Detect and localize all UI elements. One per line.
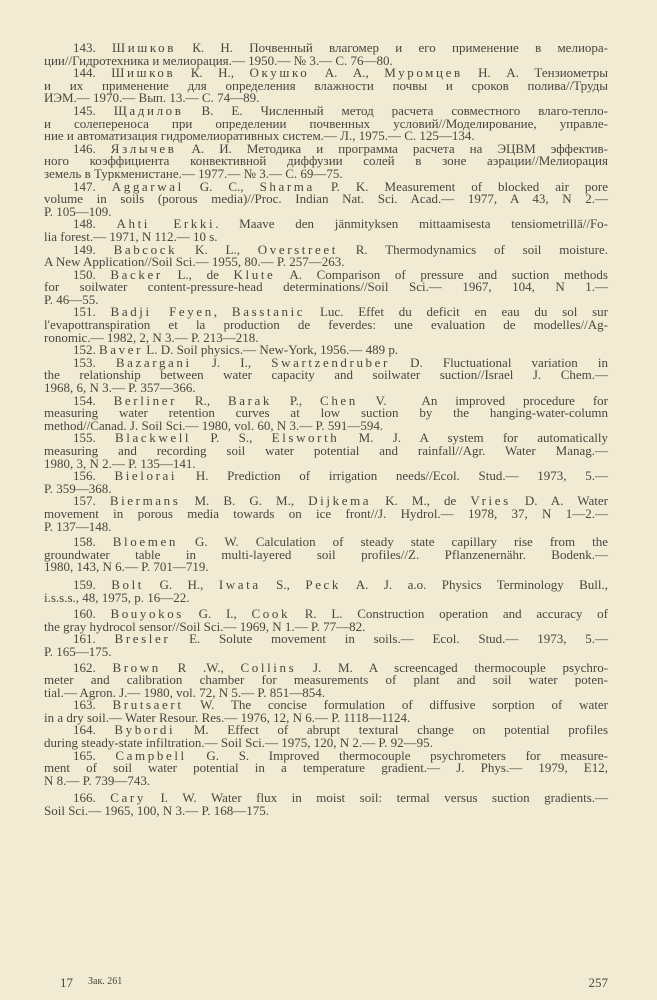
author-name: Brutsaert [112, 697, 184, 713]
reference-number-text: 150. [73, 266, 111, 282]
author-name: Ahti Erkki [116, 216, 216, 232]
reference-text: J. M. A screencaged thermocouple psychro- [296, 659, 609, 675]
author-name: Окушко [249, 65, 310, 81]
reference-text: . Maave den jänmityksen mittaamisesta tensiometrillä//Fo- [215, 216, 608, 232]
reference-line: movement in porous media towards on ice front//J. Hydrol.— 1978, 37, N 1—2.— [44, 505, 608, 521]
author-name: Aggarwal [111, 178, 184, 194]
reference-text: G. C., [183, 178, 260, 194]
reference-number-text: 160. [73, 606, 111, 622]
reference-number-text: 145. [73, 102, 114, 118]
reference-number-text: 155. [73, 430, 116, 446]
author-name: Шишков [111, 65, 176, 81]
reference-entry [44, 536, 608, 574]
reference-entry [44, 266, 608, 307]
reference-number-text: 159. [73, 576, 112, 592]
author-name: Муромцев [384, 65, 463, 81]
reference-text: V. An improved procedure for [357, 392, 608, 408]
reference-number-text: 143. [73, 40, 112, 55]
reference-first-line [44, 633, 608, 646]
reference-text: P., [272, 392, 321, 408]
author-name: Brown [112, 659, 161, 675]
reference-line: in a dry soil.— Water Resour. Res.— 1976, 12, N 6.— P. 1118—1124. [44, 709, 411, 725]
reference-text: R. L. Construction operation and accuracy of [290, 606, 609, 622]
reference-entry [44, 470, 608, 495]
author-name: Klute [233, 266, 276, 282]
reference-text: M. Effect of abrupt textural change on potential profiles [175, 722, 609, 738]
reference-text: J. I., [191, 354, 272, 370]
reference-number-text: 163. [73, 697, 113, 713]
reference-number-text: 154. [73, 392, 114, 408]
reference-text: R., [177, 392, 228, 408]
reference-number-text: 157. [73, 493, 110, 509]
author-name: Bolt [111, 576, 144, 592]
author-name: Elsworth [271, 430, 340, 446]
reference-entry [44, 432, 608, 470]
reference-entry [44, 495, 608, 533]
author-name: Peck [305, 576, 342, 592]
reference-line: measuring and recording soil water potential and rainfall//Agr. Water Manag.— [44, 443, 608, 458]
reference-line: volume in soils (porous media)//Proc. Indian Nat. Sci. Acad.— 1977, A 43, N 2.— [44, 191, 608, 207]
reference-number-text: 144. [73, 65, 112, 81]
reference-text: E. Solute movement in soils.— Ecol. Stud.— 1973, 5.— [170, 631, 609, 647]
reference-text: Н. А. Тензиометры [462, 65, 609, 81]
reference-line: ment of soil water potential in a temperature gradient.— J. Phys.— 1979, E12, [44, 760, 608, 776]
reference-entry [44, 42, 608, 67]
signature-mark: 17 [60, 975, 73, 990]
reference-text: P. S., [191, 430, 272, 446]
reference-text: D. Fluctuational variation in [389, 354, 608, 370]
reference-text: P. K. Measurement of blocked air pore [314, 178, 608, 194]
reference-text: H. Prediction of irrigation needs//Ecol. Stud.— 1973, 5.— [177, 468, 609, 484]
reference-number-text: 161. [73, 631, 115, 647]
author-name: Basstanic [231, 304, 306, 320]
reference-number-text: 153. [73, 354, 116, 370]
reference-number-text: 151. [73, 304, 111, 320]
reference-line: и солепереноса при определении почвенных условий//Моделирование, управле- [44, 115, 608, 131]
reference-text: L., de [162, 266, 234, 282]
reference-text: R .W., [160, 659, 241, 675]
reference-entry [44, 67, 608, 105]
reference-line: l'evapottranspiration et la production de feverdes: une evaluation de modelles//Ag- [44, 317, 608, 333]
reference-line: P. 137—148. [44, 518, 112, 534]
reference-entry [44, 178, 608, 219]
reference-entry [44, 724, 608, 749]
author-name: Bloemen [112, 534, 178, 550]
author-name: Overstreet [257, 241, 338, 257]
reference-entry [44, 576, 609, 605]
reference-first-line [44, 470, 608, 483]
reference-entry [44, 659, 609, 700]
reference-line: ние и автоматизация гидромелиоративных систем.— Л., 1975.— С. 125—134. [44, 128, 475, 144]
reference-line: P. 46—55. [44, 291, 99, 307]
reference-line: P. 165—175. [44, 643, 112, 659]
reference-text: К. Н., [175, 65, 250, 81]
reference-line: i.s.s.s., 48, 1975, p. 16—22. [44, 589, 190, 605]
reference-number-text: 152. [73, 342, 99, 358]
reference-number-text: 164. [73, 722, 115, 738]
author-name: Biermans [109, 493, 181, 509]
author-name: Swartzendruber [271, 354, 390, 370]
reference-number-text: 165. [73, 747, 116, 763]
reference-text: D. A. Water [510, 493, 608, 509]
author-name: Baver [99, 342, 144, 358]
reference-line: P. 105—109. [44, 203, 112, 219]
author-name: Dijkema [308, 493, 372, 509]
reference-text: G. I., [183, 606, 252, 622]
reference-number-text: 162. [73, 659, 113, 675]
reference-text: А. А., [309, 65, 385, 81]
reference-line: Soil Sci.— 1965, 100, N 3.— P. 168—175. [44, 803, 269, 819]
reference-text: G. H., [144, 576, 219, 592]
reference-text: K. L., [177, 241, 258, 257]
reference-line: ronomic.— 1982, 2, N 3.— P. 213—218. [44, 329, 259, 345]
reference-entry [44, 140, 608, 181]
reference-text: , [213, 304, 232, 320]
reference-line: the relationship between water capacity and soilwater suction//Israel J. Chem.— [44, 367, 608, 383]
author-name: Chen [320, 392, 358, 408]
reference-line: method//Canad. J. Soil Sci.— 1980, vol. 60, N 3.— P. 591—594. [44, 417, 384, 433]
reference-entry [44, 241, 608, 270]
reference-line: 1980, 3, N 2.— P. 135—141. [44, 455, 196, 471]
reference-entry [44, 608, 608, 633]
author-name: Berliner [113, 392, 178, 408]
reference-entry [44, 747, 609, 788]
order-number: Зак. 261 [88, 976, 123, 987]
author-name: Шишков [112, 40, 176, 55]
reference-number-text: 156. [73, 468, 115, 484]
author-name: Collins [240, 659, 297, 675]
reference-number-text: 158. [73, 534, 113, 550]
author-name: Vries [470, 493, 511, 509]
author-name: Bouyokos [110, 606, 184, 622]
reference-text: I. W. Water flux in moist soil: termal versus suction gradients.— [145, 790, 609, 806]
reference-text: А. И. Методика и программа расчета на ЭЦВМ эффектив- [176, 140, 608, 156]
reference-line: tial.— Agron. J.— 1980, vol. 72, N 5.— P. 851—854. [44, 684, 325, 700]
reference-number-text: 149. [73, 241, 114, 257]
author-name: Bazargani [115, 354, 192, 370]
reference-list [44, 42, 608, 818]
author-name: Badji Feyen [110, 304, 214, 320]
reference-line: 1968, 6, N 3.— P. 357—366. [44, 380, 196, 396]
author-name: Bielorai [114, 468, 178, 484]
author-name: Iwata [218, 576, 261, 592]
reference-line: 1980, 143, N 6.— P. 701—719. [44, 559, 209, 575]
reference-number-text: 166. [73, 790, 111, 806]
reference-line: ного коэффициента конвективной диффузии солей в зоне аэрации//Мелиорация [44, 153, 608, 169]
reference-entry [44, 699, 608, 724]
reference-line: measuring water retention curves at low suction by the hanging-water-column [44, 405, 608, 421]
reference-number-text: 148. [73, 216, 117, 232]
author-name: Campbell [115, 747, 187, 763]
reference-line: и их применение для определения влажности почвы и сроков полива//Труды [44, 77, 608, 93]
reference-text: A. J. a.o. Physics Terminology Bull., [341, 576, 609, 592]
reference-text: Luc. Effet du deficit en eau du sol sur [305, 304, 609, 320]
reference-line: lia forest.— 1971, N 112.— 10 s. [44, 228, 218, 244]
reference-text: A. Comparison of pressure and suction methods [275, 266, 608, 282]
reference-text: K. M., de [371, 493, 471, 509]
author-name: Cook [251, 606, 291, 622]
reference-text: G. S. Improved thermocouple psychrometers for measure- [186, 747, 609, 763]
reference-text: M. J. A system for automatically [339, 430, 609, 446]
reference-line: ИЭМ.— 1970.— Вып. 13.— С. 74—89. [44, 90, 260, 106]
reference-text: В. Е. Численный метод расчета совместного влаго-тепло- [183, 102, 609, 118]
author-name: Язлычев [110, 140, 177, 156]
reference-line: ции//Гидротехника и мелиорация.— 1950.— № 3.— С. 76—80. [44, 52, 393, 68]
reference-line: during steady-state infiltration.— Soil Sci.— 1975, 120, N 2.— P. 92—95. [44, 735, 433, 751]
reference-text: S., [260, 576, 306, 592]
reference-line: P. 359—368. [44, 480, 112, 496]
reference-line: groundwater table in multi-layered soil profiles//Z. Pflanzenernähr. Bodenk.— [44, 546, 608, 562]
reference-text: К. Н. Почвенный влагомер и его применение в мелиора- [175, 40, 608, 55]
reference-text: W. The concise formulation of diffusive sorption of water [183, 697, 608, 713]
reference-number-text: 147. [73, 178, 112, 194]
reference-line: the gray hydrocol sensor//Soil Sci.— 1969, N 1.— P. 77—82. [44, 618, 366, 634]
reference-entry [44, 354, 608, 396]
reference-line: A New Application//Soil Sci.— 1955, 80.— P. 257—263. [44, 254, 345, 270]
reference-entry [44, 306, 608, 344]
reference-line: for soilwater content-pressure-head determinations//Soil Sci.— 1967, 104, N 1.— [44, 279, 608, 295]
author-name: Babcock [113, 241, 178, 257]
reference-text: L. D. Soil physics.— New-York, 1956.— 489 p. [143, 342, 399, 358]
reference-text: M. B. G. M., [180, 493, 309, 509]
reference-entry [44, 218, 608, 243]
author-name: Sharma [259, 178, 315, 194]
reference-entry [44, 392, 608, 433]
reference-entry [44, 792, 608, 817]
author-name: Backer [110, 266, 163, 282]
reference-line: N 8.— P. 739—743. [44, 772, 151, 788]
reference-text: R. Thermodynamics of soil moisture. [337, 241, 608, 257]
reference-line: meter and calibration chamber for measurements of plant and soil water poten- [44, 672, 608, 688]
reference-line: земель в Туркменистане.— 1977.— № 3.— С. 69—75. [44, 165, 343, 181]
author-name: Щадилов [113, 102, 184, 118]
author-name: Blackwell [115, 430, 192, 446]
author-name: Barak [227, 392, 272, 408]
reference-entry [44, 633, 608, 658]
page-number: 257 [588, 975, 608, 990]
reference-entry [44, 102, 609, 144]
reference-number-text: 146. [73, 140, 111, 156]
reference-text: G. W. Calculation of steady state capillary rise from the [177, 534, 609, 550]
author-name: Cary [110, 790, 146, 806]
author-name: Bybordi [114, 722, 176, 738]
author-name: Bresler [114, 631, 171, 647]
